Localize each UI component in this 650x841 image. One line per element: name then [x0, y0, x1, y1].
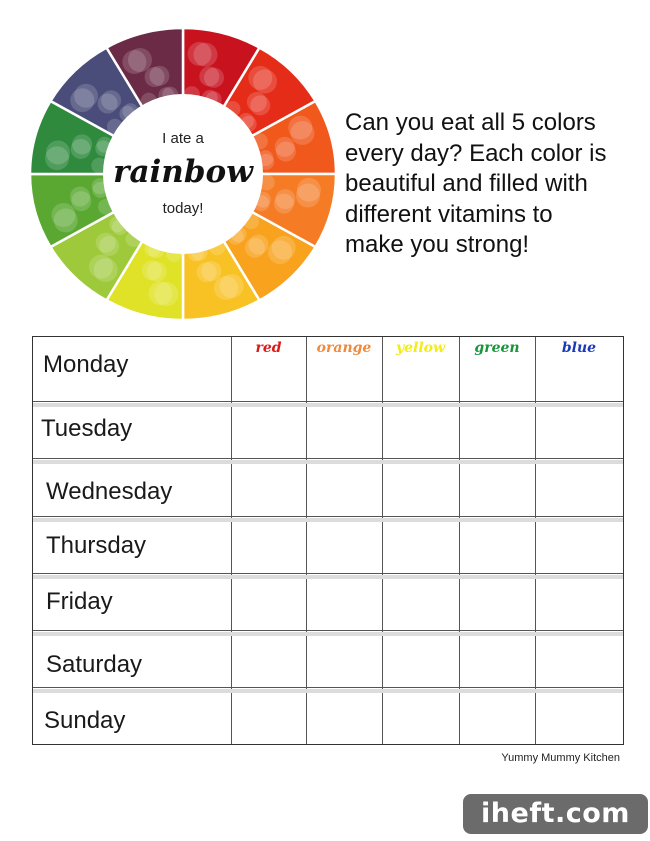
rainbow-tracking-chart: [32, 336, 624, 745]
row-divider: [33, 573, 623, 574]
wheel-texture-dot: [247, 92, 267, 112]
color-header-yellow: yellow: [395, 340, 446, 356]
row-divider: [33, 516, 623, 517]
wheel-texture-dot: [248, 235, 268, 255]
wheel-text-top: I ate a: [162, 130, 204, 147]
intro-paragraph: [345, 108, 645, 261]
credit-text: Yummy Mummy Kitchen: [501, 752, 620, 764]
color-header-red: red: [255, 340, 282, 356]
wheel-texture-dot: [122, 50, 146, 74]
row-divider: [33, 630, 623, 631]
day-label-tuesday: Tuesday: [41, 415, 133, 442]
wheel-texture-dot: [99, 236, 119, 256]
column-divider: [535, 337, 536, 744]
wheel-texture-dot: [71, 191, 91, 211]
row-divider: [33, 458, 623, 459]
wheel-texture-dot: [45, 146, 69, 170]
column-divider: [306, 337, 307, 744]
column-divider: [231, 337, 232, 744]
wheel-texture-dot: [288, 116, 312, 140]
color-header-orange: orange: [316, 340, 372, 356]
wheel-texture-dot: [275, 137, 295, 157]
column-divider: [382, 337, 383, 744]
wheel-texture-dot: [145, 67, 165, 87]
wheel-texture-dot: [248, 66, 272, 90]
wheel-texture-dot: [272, 236, 296, 260]
wheel-texture-dot: [71, 139, 91, 159]
intro-line: different vitamins to: [345, 200, 553, 228]
intro-line: make you strong!: [345, 231, 530, 258]
wheel-texture-dot: [147, 262, 167, 282]
wheel-texture-dot: [54, 208, 78, 232]
intro-line: beautiful and filled with: [345, 170, 588, 197]
row-divider: [33, 687, 623, 688]
intro-line: every day? Each color is: [345, 139, 607, 167]
wheel-texture-dot: [199, 66, 219, 86]
day-label-saturday: Saturday: [46, 651, 143, 678]
row-divider: [33, 401, 623, 402]
day-label-monday: Monday: [43, 351, 129, 378]
day-label-thursday: Thursday: [46, 532, 147, 559]
column-divider: [459, 337, 460, 744]
wheel-texture-dot: [201, 261, 221, 281]
day-label-sunday: Sunday: [44, 707, 126, 734]
wheel-texture-dot: [94, 258, 118, 282]
day-label-friday: Friday: [46, 588, 113, 615]
wheel-texture-dot: [98, 94, 118, 114]
wheel-texture-dot: [154, 282, 178, 306]
wheel-texture-dot: [297, 178, 321, 202]
color-header-green: green: [474, 340, 520, 356]
wheel-text-bottom: today!: [162, 200, 204, 217]
rainbow-food-wheel: [28, 26, 338, 322]
wheel-texture-dot: [220, 274, 244, 298]
day-label-wednesday: Wednesday: [46, 478, 173, 505]
wheel-text-rainbow: rainbow: [113, 154, 253, 190]
watermark-badge: iheft.com: [463, 794, 648, 834]
wheel-texture-dot: [275, 189, 295, 209]
wheel-texture-dot: [70, 88, 94, 112]
wheel-texture-dot: [188, 42, 212, 66]
color-header-blue: blue: [561, 340, 597, 356]
intro-line: Can you eat all 5 colors: [345, 109, 596, 136]
